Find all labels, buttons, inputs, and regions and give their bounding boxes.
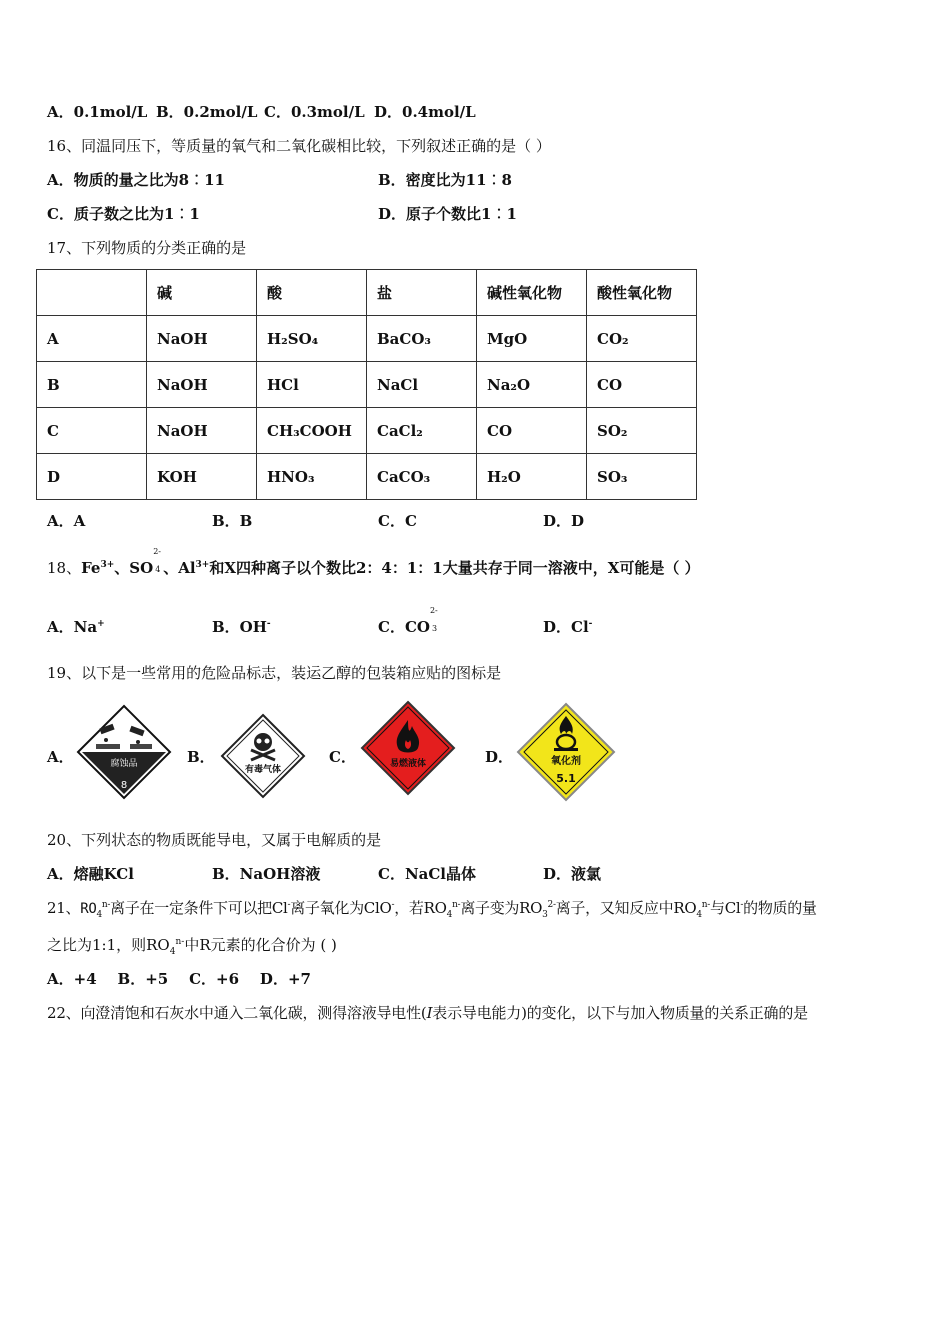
q21-text-7: 与Cl — [710, 899, 741, 917]
q17-option-c: C．C — [378, 512, 417, 530]
table-cell: CO₂ — [587, 316, 697, 362]
table-cell: NaOH — [147, 316, 257, 362]
table-cell: NaOH — [147, 362, 257, 408]
q18-so4-sub: 4 — [155, 565, 161, 574]
q18-al-charge: 3+ — [195, 560, 210, 570]
q21-ro4c-sup: n- — [701, 900, 710, 910]
q18-option-c-text: C．CO — [378, 618, 430, 636]
q18-co3-charge: 2- — [429, 606, 438, 615]
q15-option-a: A．0.1mol/L — [47, 103, 148, 121]
q20-option-a: A．熔融KCl — [47, 865, 134, 883]
q18-option-b-text: B．OH — [212, 618, 267, 636]
q18-number: 18、 — [47, 559, 82, 577]
q18-option-a-text: A．Na — [47, 618, 98, 636]
q18-option-d-charge: - — [588, 619, 593, 629]
q19-text: 以下是一些常用的危险品标志，装运乙醇的包装箱应贴的图标是 — [81, 664, 502, 682]
table-cell: B — [37, 362, 147, 408]
q21-text-8: 的物质的量 — [743, 899, 817, 917]
flammable-liquid-sign-text: 易燃液体 — [389, 759, 427, 769]
q21-line2-sup: n- — [175, 937, 185, 947]
q19-stem — [47, 663, 501, 683]
q17-text: 下列物质的分类正确的是 — [81, 239, 247, 257]
q21-ro4-sup: n- — [101, 900, 111, 910]
q15-option-c: C．0.3mol/L — [264, 103, 365, 121]
table-cell: CH₃COOH — [257, 408, 367, 454]
q21-clo-sup: - — [391, 900, 395, 910]
table-cell: CaCl₂ — [367, 408, 477, 454]
q18-so4-charge: 2- — [153, 547, 161, 556]
q18-co3-sub: 3 — [431, 624, 438, 633]
table-cell: KOH — [147, 454, 257, 500]
q21-text-3: 离子氧化为ClO — [290, 899, 392, 917]
q17-option-a: A．A — [47, 512, 86, 530]
table-header-cell: 盐 — [367, 270, 477, 316]
q22-text-a: 向澄清饱和石灰水中通入二氧化碳，测得溶液导电性( — [80, 1004, 427, 1022]
table-header-cell: 碱 — [147, 270, 257, 316]
q21-ro4-sub: 4 — [96, 910, 102, 920]
table-cell: SO₃ — [587, 454, 697, 500]
table-cell: CO — [587, 362, 697, 408]
q18-option-c — [378, 606, 440, 637]
q21-line2-a: 之比为1:1，则RO — [47, 936, 170, 954]
q19-option-a-label: A． — [47, 748, 74, 766]
table-header-cell — [37, 270, 147, 316]
q16-option-a: A．物质的量之比为8︰11 — [47, 171, 225, 189]
corrosive-sign-number: 8 — [120, 780, 128, 791]
q15-option-d: D．0.4mol/L — [374, 103, 476, 121]
q21-ro4b-sup: n- — [452, 900, 461, 910]
toxic-gas-sign-icon — [219, 712, 307, 800]
table-row — [37, 454, 697, 500]
toxic-gas-sign-text: 有毒气体 — [244, 765, 282, 775]
q17-option-b: B．B — [212, 512, 253, 530]
table-row — [37, 408, 697, 454]
q21-text-4: ，若RO — [394, 899, 447, 917]
q18-co3-stack — [429, 606, 440, 637]
table-cell: A — [37, 316, 147, 362]
q18-ion-so4: 、SO — [114, 559, 154, 577]
q21-line2-b: 中R元素的化合价为 ( ) — [184, 936, 337, 954]
table-cell: HCl — [257, 362, 367, 408]
q19-option-c-label: C． — [329, 748, 356, 766]
q15-option-b: B．0.2mol/L — [156, 103, 258, 121]
table-cell: Na₂O — [477, 362, 587, 408]
corrosive-sign-icon — [76, 704, 172, 800]
q21-ro4: RO — [80, 901, 97, 917]
classification-table — [36, 269, 697, 500]
flammable-liquid-sign-icon — [360, 700, 456, 796]
table-cell: SO₂ — [587, 408, 697, 454]
q18-stem-rest: 和X四种离子以个数比2：4：1：1大量共存于同一溶液中，X可能是（ ） — [209, 559, 700, 577]
q20-stem — [47, 830, 381, 850]
corrosive-sign-text: 腐蚀品 — [110, 759, 138, 769]
table-cell: H₂O — [477, 454, 587, 500]
table-header-cell: 碱性氧化物 — [477, 270, 587, 316]
oxidizer-sign-icon — [516, 702, 616, 802]
q21-ro3-sup: 2- — [547, 900, 556, 910]
q18-option-a-charge: + — [97, 619, 105, 629]
table-cell: D — [37, 454, 147, 500]
oxidizer-sign-number: 5.1 — [556, 772, 576, 785]
table-cell: HNO₃ — [257, 454, 367, 500]
table-row — [37, 316, 697, 362]
q17-option-d: D．D — [543, 512, 585, 530]
q22-number: 22、 — [47, 1004, 81, 1022]
q22-text-b: 表示导电能力)的变化，以下与加入物质量的关系正确的是 — [432, 1004, 808, 1022]
table-cell: CaCO₃ — [367, 454, 477, 500]
q18-option-a — [47, 617, 105, 637]
q18-ion-al: 、Al — [163, 559, 196, 577]
q20-option-c: C．NaCl晶体 — [378, 865, 477, 883]
table-header-cell: 酸性氧化物 — [587, 270, 697, 316]
q21-text-6: 离子，又知反应中RO — [555, 899, 697, 917]
q16-number: 16、 — [47, 137, 82, 155]
q21-cl-sup: - — [287, 900, 291, 910]
q21-ro4c-sub: 4 — [696, 910, 702, 920]
q17-stem — [47, 238, 246, 258]
q20-option-d: D．液氯 — [543, 865, 602, 883]
q21-ro3-sub: 3 — [542, 910, 548, 920]
q21-cl2-sup: - — [740, 900, 744, 910]
table-header-row — [37, 270, 697, 316]
q16-option-b: B．密度比为11︰8 — [378, 171, 512, 189]
q20-number: 20、 — [47, 831, 82, 849]
table-cell: C — [37, 408, 147, 454]
q18-option-d — [543, 617, 592, 637]
q22-stem — [47, 1003, 808, 1023]
q18-fe-charge: 3+ — [100, 560, 115, 570]
q21-stem-line1 — [47, 898, 817, 919]
oxidizer-sign-text: 氧化剂 — [551, 756, 581, 767]
q17-number: 17、 — [47, 239, 82, 257]
q18-option-d-text: D．Cl — [543, 618, 589, 636]
table-header-cell: 酸 — [257, 270, 367, 316]
q18-so4-stack — [153, 547, 163, 578]
table-cell: MgO — [477, 316, 587, 362]
q20-option-b: B．NaOH溶液 — [212, 865, 321, 883]
q20-text: 下列状态的物质既能导电，又属于电解质的是 — [81, 831, 382, 849]
q16-stem — [47, 136, 551, 156]
q18-stem — [47, 547, 700, 578]
q21-text-2: 离子在一定条件下可以把Cl — [110, 899, 288, 917]
table-cell: NaCl — [367, 362, 477, 408]
q19-option-b-label: B． — [187, 748, 215, 766]
q18-ion-fe: Fe — [81, 559, 101, 577]
table-cell: H₂SO₄ — [257, 316, 367, 362]
q16-option-c: C．质子数之比为1︰1 — [47, 205, 200, 223]
table-cell: NaOH — [147, 408, 257, 454]
q21-line2-sub: 4 — [169, 947, 176, 957]
q21-stem-line2 — [47, 935, 337, 955]
q19-number: 19、 — [47, 664, 82, 682]
q21-ro4b-sub: 4 — [446, 910, 453, 920]
q18-option-b-charge: - — [266, 619, 271, 629]
q16-text: 同温同压下，等质量的氧气和二氧化碳相比较，下列叙述正确的是（ ） — [81, 137, 551, 155]
q22-symbol-i: I — [426, 1004, 433, 1022]
table-row — [37, 362, 697, 408]
q19-option-d-label: D． — [485, 748, 514, 766]
table-cell: CO — [477, 408, 587, 454]
q21-text-5: 离子变为RO — [460, 899, 543, 917]
table-cell: BaCO₃ — [367, 316, 477, 362]
q21-number: 21、 — [47, 899, 81, 917]
q18-option-b — [212, 617, 271, 637]
q16-option-d: D．原子个数比1︰1 — [378, 205, 517, 223]
q21-options: A．+4 B．+5 C．+6 D．+7 — [47, 970, 311, 988]
